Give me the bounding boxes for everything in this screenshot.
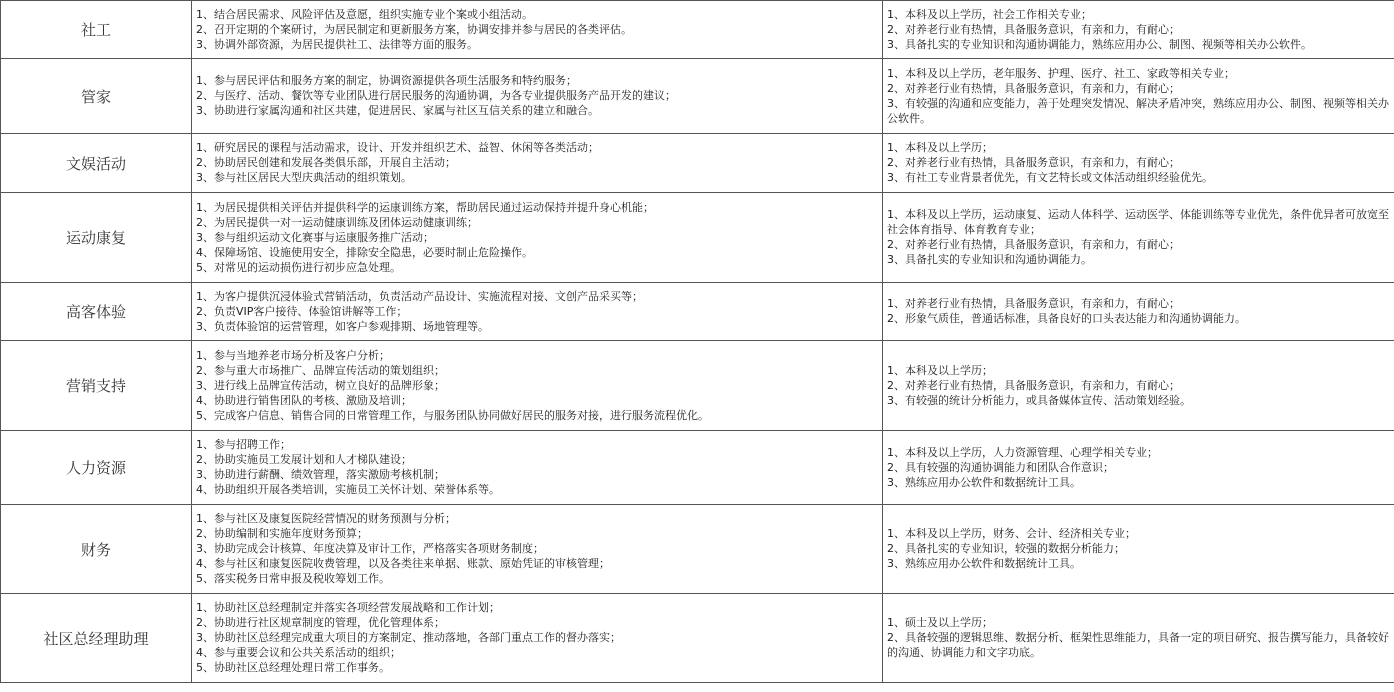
duty-line: 1、结合居民需求、风险评估及意愿，组织实施专业个案或小组活动。 [196,7,533,21]
duties-cell [192,594,883,683]
requirement-line: 2、对养老行业有热情，具备服务意识，有亲和力，有耐心； [887,22,1180,36]
requirements-cell [883,59,1394,134]
duty-line: 5、落实税务日常申报及税收筹划工作。 [196,572,390,585]
duty-line: 1、为客户提供沉浸体验式营销活动，负责活动产品设计、实施流程对接、文创产品采买等； [196,289,643,303]
duty-line: 3、参与社区居民大型庆典活动的组织策划。 [196,171,412,184]
requirements-cell [883,594,1394,683]
role-cell: 管家 [1,59,192,134]
duty-line: 5、对常见的运动损伤进行初步应急处理。 [196,260,401,274]
duties-cell [192,505,883,594]
duty-line: 1、为居民提供相关评估并提供科学的运康训练方案，帮助居民通过运动保持并提升身心机能； [196,200,654,214]
requirement-line: 2、具备较强的逻辑思维、数据分析、框架性思维能力，具备一定的项目研究、报告撰写能力，具备较好的沟通、协调能力和文字功底。 [887,631,1389,659]
table-row [1,193,1394,283]
duties-cell [192,283,883,341]
duty-line: 2、与医疗、活动、餐饮等专业团队进行居民服务的沟通协调，为各专业提供服务产品开发的建议； [196,89,676,102]
duty-line: 3、负责体验馆的运营管理，如客户参观排期、场地管理等。 [196,319,489,333]
duty-line: 4、参与社区和康复医院收费管理，以及各类往来单据、账款、原始凭证的审核管理； [196,557,610,570]
requirements-cell [883,1,1394,59]
requirements-cell [883,283,1394,341]
duties-cell [192,431,883,505]
table-row [1,594,1394,683]
requirement-line: 3、有社工专业背景者优先，有文艺特长或文体活动组织经验优先。 [887,171,1213,184]
requirement-line: 1、本科及以上学历，社会工作相关专业； [887,7,1092,21]
table-row [1,431,1394,505]
duty-line: 2、协助进行社区规章制度的管理，优化管理体系； [196,616,445,629]
requirement-line: 3、有较强的沟通和应变能力，善于处理突发情况、解决矛盾冲突，熟练应用办公、制图、视频等相关办公软件。 [887,96,1389,125]
requirement-line: 1、本科及以上学历，财务、会计、经济相关专业； [887,527,1136,540]
duty-line: 4、保障场馆、设施使用安全，排除安全隐患，必要时制止危险操作。 [196,245,533,259]
duty-line: 2、协助居民创建和发展各类俱乐部，开展自主活动； [196,156,456,169]
requirements-cell [883,341,1394,431]
duty-line: 2、负责VIP客户接待、体验馆讲解等工作； [196,304,408,318]
duty-line: 3、进行线上品牌宣传活动，树立良好的品牌形象； [196,378,445,392]
role-cell: 文娱活动 [1,134,192,193]
role-cell: 社工 [1,1,192,59]
duty-line: 5、完成客户信息、销售合同的日常管理工作，与服务团队协同做好居民的服务对接，进行服务流程优化。 [196,408,709,422]
requirement-line: 3、熟练应用办公软件和数据统计工具。 [887,557,1081,570]
duty-line: 3、参与组织运动文化赛事与运康服务推广活动； [196,230,434,244]
duty-line: 2、协助实施员工发展计划和人才梯队建设； [196,453,412,466]
requirement-line: 3、具备扎实的专业知识和沟通协调能力，熟练应用办公、制图、视频等相关办公软件。 [887,37,1312,51]
duty-line: 1、参与居民评估和服务方案的制定，协调资源提供各项生活服务和特约服务； [196,74,577,87]
duties-cell [192,134,883,193]
table-row [1,134,1394,193]
duty-line: 2、为居民提供一对一运动健康训练及团体运动健康训练； [196,215,478,229]
table-row [1,1,1394,59]
duty-line: 4、协助组织开展各类培训，实施员工关怀计划、荣誉体系等。 [196,483,500,496]
requirement-line: 1、本科及以上学历，老年服务、护理、医疗、社工、家政等相关专业； [887,66,1235,80]
duty-line: 1、研究居民的课程与活动需求，设计、开发并组织艺术、益智、休闲等各类活动； [196,141,599,154]
requirement-line: 1、硕士及以上学历； [887,616,993,629]
duty-line: 3、协助进行家属沟通和社区共建，促进居民、家属与社区互信关系的建立和融合。 [196,104,599,117]
duty-line: 3、协助完成会计核算、年度决算及审计工作，严格落实各项财务制度； [196,542,544,555]
duties-cell [192,193,883,283]
duty-line: 2、参与重大市场推广、品牌宣传活动的策划组织； [196,363,445,377]
table-row [1,341,1394,431]
table-row [1,283,1394,341]
requirement-line: 1、本科及以上学历，运动康复、运动人体科学、运动医学、体能训练等专业优先，条件优异者可放宽至社会体育指导、体育教育专业； [887,208,1389,236]
requirements-cell [883,431,1394,505]
duty-line: 4、协助进行销售团队的考核、激励及培训； [196,393,412,407]
requirement-line: 2、具备扎实的专业知识，较强的数据分析能力； [887,542,1125,555]
requirement-line: 2、对养老行业有热情，具备服务意识，有亲和力，有耐心； [887,156,1180,169]
requirements-cell [883,134,1394,193]
requirement-line: 2、对养老行业有热情，具备服务意识，有亲和力，有耐心； [887,238,1180,251]
requirement-line: 3、具备扎实的专业知识和沟通协调能力。 [887,253,1092,266]
duty-line: 4、参与重要会议和公共关系活动的组织； [196,646,401,659]
requirement-line: 1、本科及以上学历； [887,141,993,154]
duty-line: 3、协助社区总经理完成重大项目的方案制定、推动落地，各部门重点工作的督办落实； [196,631,621,644]
requirement-line: 2、形象气质佳，普通话标准，具备良好的口头表达能力和沟通协调能力。 [887,312,1246,325]
duty-line: 3、协调外部资源，为居民提供社工、法律等方面的服务。 [196,37,478,51]
requirements-cell [883,505,1394,594]
table-row [1,59,1394,134]
duty-line: 1、参与招聘工作； [196,438,291,451]
table-row [1,505,1394,594]
requirements-cell [883,193,1394,283]
duty-line: 1、参与当地养老市场分析及客户分析； [196,348,390,362]
requirement-line: 3、熟练应用办公软件和数据统计工具。 [887,475,1081,489]
duty-line: 5、协助社区总经理处理日常工作事务。 [196,661,390,674]
role-cell: 财务 [1,505,192,594]
requirement-line: 2、对养老行业有热情，具备服务意识，有亲和力，有耐心； [887,81,1180,95]
role-cell: 运动康复 [1,193,192,283]
duty-line: 2、协助编制和实施年度财务预算； [196,527,368,540]
requirement-line: 3、有较强的统计分析能力，或具备媒体宣传、活动策划经验。 [887,393,1191,407]
duty-line: 2、召开定期的个案研讨，为居民制定和更新服务方案，协调安排并参与居民的各类评估。 [196,22,632,36]
role-cell: 高客体验 [1,283,192,341]
requirement-line: 2、对养老行业有热情，具备服务意识，有亲和力，有耐心； [887,378,1180,392]
requirement-line: 1、本科及以上学历； [887,363,993,377]
duties-cell [192,59,883,134]
duties-cell [192,341,883,431]
duty-line: 1、协助社区总经理制定并落实各项经营发展战略和工作计划； [196,601,500,614]
role-cell: 社区总经理助理 [1,594,192,683]
duty-line: 3、协助进行薪酬、绩效管理，落实激励考核机制； [196,468,445,481]
requirement-line: 1、对养老行业有热情，具备服务意识，有亲和力，有耐心； [887,297,1180,310]
requirement-line: 2、具有较强的沟通协调能力和团队合作意识； [887,460,1114,474]
duty-line: 1、参与社区及康复医院经营情况的财务预测与分析； [196,512,456,525]
role-cell: 营销支持 [1,341,192,431]
requirement-line: 1、本科及以上学历，人力资源管理、心理学相关专业； [887,445,1158,459]
duties-cell [192,1,883,59]
role-cell: 人力资源 [1,431,192,505]
